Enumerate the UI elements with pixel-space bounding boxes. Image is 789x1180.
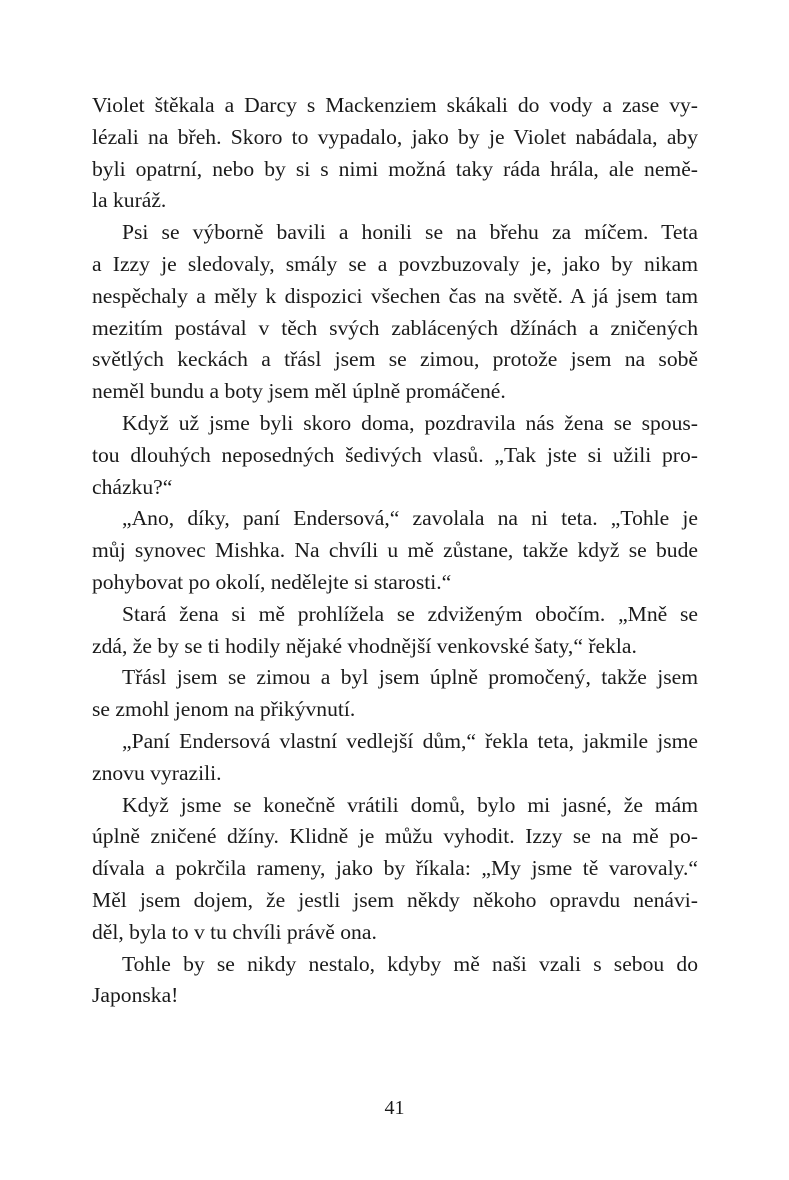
text-line: světlých keckách a třásl jsem se zimou, protože jsem na sobě xyxy=(92,347,698,372)
text-line: znovu vyrazili. xyxy=(92,760,222,785)
text-line: tou dlouhých neposedných šedivých vlasů. „Tak jste si užili pro- xyxy=(92,442,698,467)
text-line: Třásl jsem se zimou a byl jsem úplně promočený, takže jsem xyxy=(122,665,698,690)
text-line: děl, byla to v tu chvíli právě ona. xyxy=(92,919,377,944)
text-line: byli opatrní, nebo by si s nimi možná taky ráda hrála, ale nemě- xyxy=(92,156,698,181)
text-line: Japonska! xyxy=(92,983,179,1008)
paragraph-1 xyxy=(92,90,698,217)
text-line: Psi se výborně bavili a honili se na břehu za míčem. Teta xyxy=(122,220,698,245)
text-line: dívala a pokrčila rameny, jako by říkala: „My jsme tě varovaly.“ xyxy=(92,856,698,881)
text-line: „Ano, díky, paní Endersová,“ zavolala na ni teta. „Tohle je xyxy=(122,506,698,531)
text-line: Když už jsme byli skoro doma, pozdravila nás žena se spous- xyxy=(122,410,698,435)
text-line: pohybovat po okolí, nedělejte si starosti.“ xyxy=(92,569,452,594)
text-line: a Izzy je sledovaly, smály se a povzbuzovaly je, jako by nikam xyxy=(92,251,698,276)
text-line: „Paní Endersová vlastní vedlejší dům,“ řekla teta, jakmile jsme xyxy=(122,728,698,753)
page-number: 41 xyxy=(384,1097,405,1119)
text-line: Tohle by se nikdy nestalo, kdyby mě naši vzali s sebou do xyxy=(122,951,698,976)
paragraph-4 xyxy=(92,503,698,598)
text-line: Když jsme se konečně vrátili domů, bylo mi jasné, že mám xyxy=(122,792,698,817)
paragraph-2 xyxy=(92,217,698,408)
text-line: Měl jsem dojem, že jestli jsem někdy někoho opravdu nenávi- xyxy=(92,887,698,912)
text-line: můj synovec Mishka. Na chvíli u mě zůstane, takže když se bude xyxy=(92,538,698,563)
body-text xyxy=(92,90,698,1012)
text-line: neměl bundu a boty jsem měl úplně promáčené. xyxy=(92,379,506,404)
text-line: mezitím postával v těch svých zablácených džínách a zničených xyxy=(92,315,698,340)
text-line: zdá, že by se ti hodily nějaké vhodnější venkovské šaty,“ řekla. xyxy=(92,633,637,658)
paragraph-9 xyxy=(92,949,698,1013)
text-line: se zmohl jenom na přikývnutí. xyxy=(92,697,356,722)
paragraph-7 xyxy=(92,726,698,790)
paragraph-8 xyxy=(92,790,698,949)
text-line: la kuráž. xyxy=(92,188,167,213)
text-line: Stará žena si mě prohlížela se zdviženým obočím. „Mně se xyxy=(122,601,698,626)
paragraph-6 xyxy=(92,662,698,726)
text-line: úplně zničené džíny. Klidně je můžu vyhodit. Izzy se na mě po- xyxy=(92,824,698,849)
paragraph-5 xyxy=(92,599,698,663)
text-line: cházku?“ xyxy=(92,474,173,499)
paragraph-3 xyxy=(92,408,698,503)
text-line: Violet štěkala a Darcy s Mackenziem skákali do vody a zase vy- xyxy=(92,93,698,117)
text-line: nespěchaly a měly k dispozici všechen čas na světě. A já jsem tam xyxy=(92,283,698,308)
text-line: lézali na břeh. Skoro to vypadalo, jako by je Violet nabádala, aby xyxy=(92,124,698,149)
